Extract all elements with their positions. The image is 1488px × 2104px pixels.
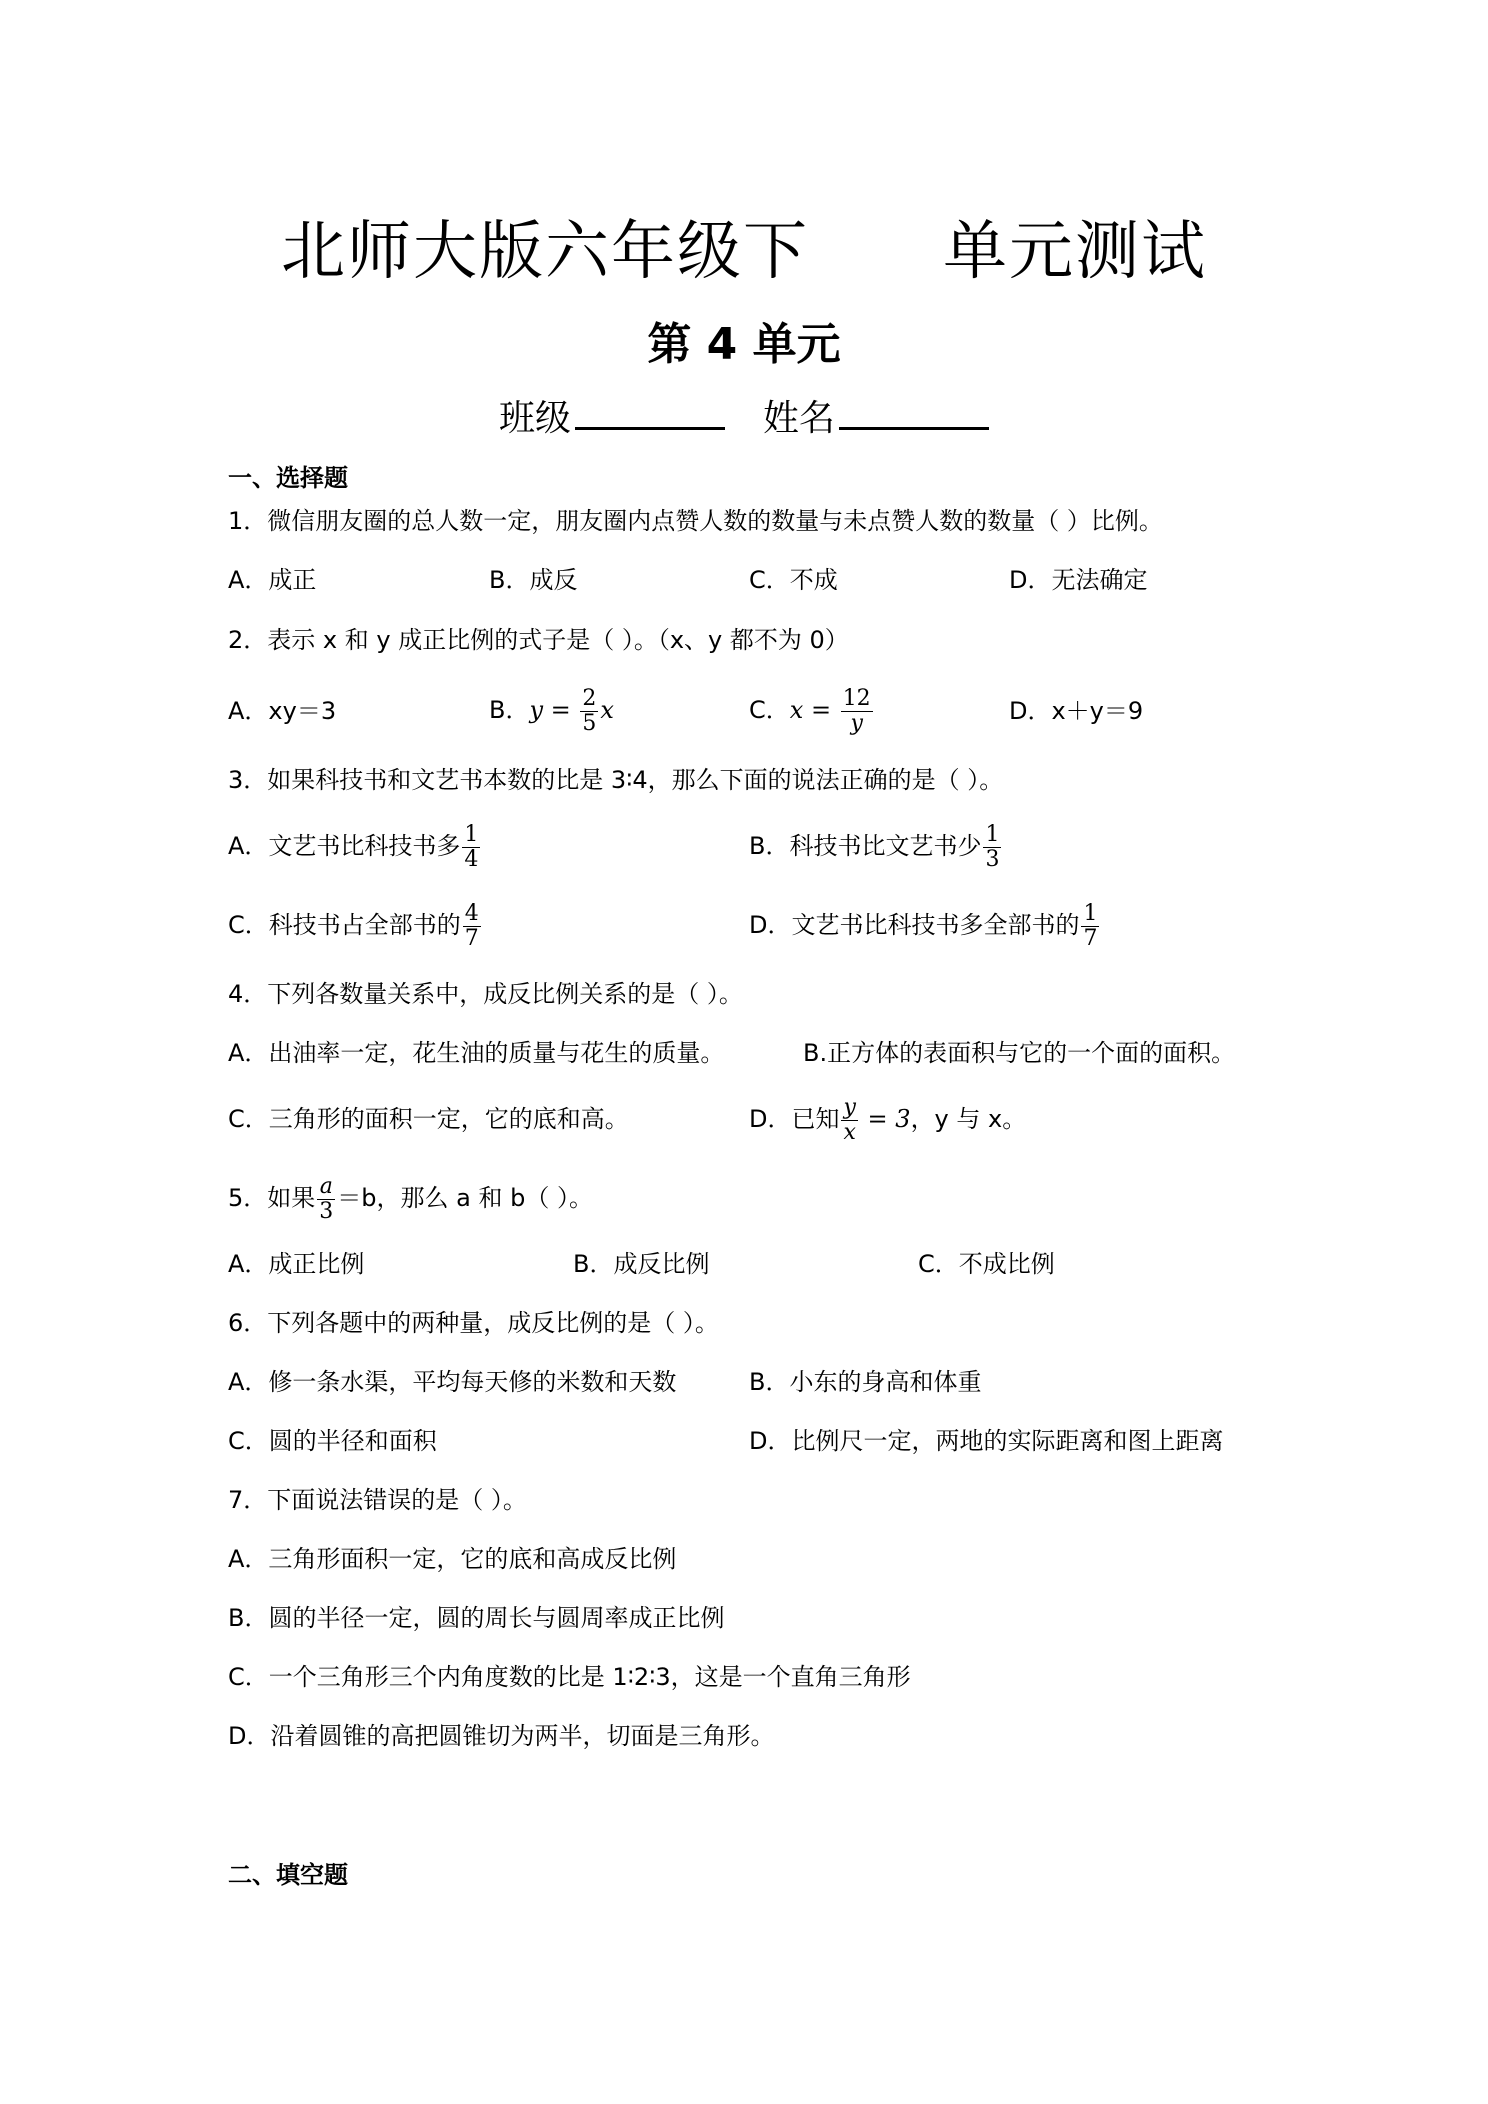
q3-option-d-text: D．文艺书比科技书多全部书的: [749, 911, 1080, 939]
q2-c-lhs: x: [789, 696, 804, 724]
q7-option-c: C．一个三角形三个内角度数的比是 1∶2∶3，这是一个直角三角形: [228, 1663, 911, 1691]
q2-c-numerator: 12: [842, 685, 871, 711]
q4-d-fraction: [841, 1096, 857, 1145]
q4-d-numerator: y: [843, 1094, 856, 1120]
class-blank[interactable]: [575, 397, 725, 430]
q3-c-denominator: 7: [464, 925, 479, 951]
q5-stem-prefix: 5．如果: [228, 1184, 316, 1212]
q2-b-eq: =: [543, 696, 579, 724]
question-5-stem: [228, 1163, 593, 1233]
q6-option-c: C．圆的半径和面积: [228, 1427, 437, 1455]
q3-a-denominator: 4: [464, 846, 479, 872]
q5-option-c: C．不成比例: [918, 1250, 1055, 1278]
question-1-stem: 1．微信朋友圈的总人数一定，朋友圈内点赞人数的数量与未点赞人数的数量（ ）比例。: [228, 507, 1163, 535]
q7-option-d: D．沿着圆锥的高把圆锥切为两半，切面是三角形。: [228, 1722, 775, 1750]
q3-option-c: [228, 890, 483, 960]
question-2-stem: 2．表示 x 和 y 成正比例的式子是（ ）。（x、y 都不为 0）: [228, 626, 849, 654]
q4-option-d: [749, 1084, 1026, 1154]
name-label: 姓名: [763, 398, 836, 439]
q3-b-numerator: 1: [985, 821, 1000, 847]
q5-denominator: 3: [319, 1198, 334, 1224]
question-6-stem: 6．下列各题中的两种量，成反比例的是（ ）。: [228, 1309, 719, 1337]
q3-option-b-text: B．科技书比文艺书少: [749, 832, 982, 860]
student-info-line: [0, 390, 1488, 441]
q3-option-a: [228, 811, 482, 881]
q3-d-numerator: 1: [1083, 900, 1098, 926]
q2-option-b-label: B．: [489, 696, 530, 724]
q4-d-eq: = 3: [859, 1105, 911, 1133]
q5-fraction: [317, 1175, 335, 1224]
q5-option-a: A．成正比例: [228, 1250, 365, 1278]
q3-d-denominator: 7: [1083, 925, 1098, 951]
q4-option-d-suffix: ，y 与 x。: [910, 1105, 1027, 1133]
q1-option-b: B．成反: [489, 566, 578, 594]
q2-b-fraction: [580, 687, 598, 736]
q6-option-b: B．小东的身高和体重: [749, 1368, 982, 1396]
q2-c-fraction: [841, 687, 873, 736]
q2-c-eq: =: [803, 696, 839, 724]
q3-b-fraction: [983, 823, 1001, 872]
q3-c-numerator: 4: [464, 900, 479, 926]
q1-option-a: A．成正: [228, 566, 317, 594]
page-title: 北师大版六年级下 单元测试: [280, 215, 1208, 289]
name-blank[interactable]: [839, 397, 989, 430]
q4-option-d-prefix: D．已知: [749, 1105, 840, 1133]
q3-option-d: [749, 890, 1101, 960]
q3-a-numerator: 1: [464, 821, 479, 847]
section-heading-fill: 二、填空题: [228, 1861, 348, 1889]
q2-option-c-label: C．: [749, 696, 790, 724]
class-label: 班级: [498, 398, 571, 439]
q3-option-b: [749, 811, 1003, 881]
section-heading-choice: 一、选择题: [228, 464, 348, 492]
q3-b-denominator: 3: [985, 846, 1000, 872]
q5-option-b: B．成反比例: [573, 1250, 710, 1278]
q1-option-d: D．无法确定: [1009, 566, 1148, 594]
unit-subtitle: 第 4 单元: [647, 319, 841, 370]
question-4-stem: 4．下列各数量关系中，成反比例关系的是（ ）。: [228, 980, 743, 1008]
q3-c-fraction: [463, 902, 481, 951]
question-7-stem: 7．下面说法错误的是（ ）。: [228, 1486, 527, 1514]
q4-d-denominator: x: [841, 1120, 857, 1145]
q7-option-b: B．圆的半径一定，圆的周长与圆周率成正比例: [228, 1604, 725, 1632]
q2-option-c: [749, 675, 875, 745]
q4-option-b: B.正方体的表面积与它的一个面的面积。: [803, 1039, 1236, 1067]
q2-c-denominator: y: [841, 711, 873, 736]
q3-option-c-text: C．科技书占全部书的: [228, 911, 461, 939]
q3-option-a-text: A．文艺书比科技书多: [228, 832, 461, 860]
q2-b-lhs: y: [529, 696, 544, 724]
q3-d-fraction: [1081, 902, 1099, 951]
q2-b-var: x: [600, 696, 614, 724]
q2-b-numerator: 2: [582, 685, 597, 711]
q4-option-c: C．三角形的面积一定，它的底和高。: [228, 1105, 629, 1133]
q6-option-d: D．比例尺一定，两地的实际距离和图上距离: [749, 1427, 1224, 1455]
q5-stem-suffix: ＝b，那么 a 和 b（ ）。: [337, 1184, 593, 1212]
q2-b-denominator: 5: [582, 710, 597, 736]
q6-option-a: A．修一条水渠，平均每天修的米数和天数: [228, 1368, 677, 1396]
q4-option-a: A．出油率一定，花生油的质量与花生的质量。: [228, 1039, 725, 1067]
q2-option-b: [489, 675, 614, 745]
q1-option-c: C．不成: [749, 566, 838, 594]
q2-option-a: A．xy＝3: [228, 697, 337, 725]
q3-a-fraction: [462, 823, 480, 872]
question-3-stem: 3．如果科技书和文艺书本数的比是 3∶4，那么下面的说法正确的是（ ）。: [228, 766, 1004, 794]
q5-numerator: a: [319, 1173, 333, 1199]
q2-option-d: D．x＋y＝9: [1009, 697, 1144, 725]
q7-option-a: A．三角形面积一定，它的底和高成反比例: [228, 1545, 677, 1573]
